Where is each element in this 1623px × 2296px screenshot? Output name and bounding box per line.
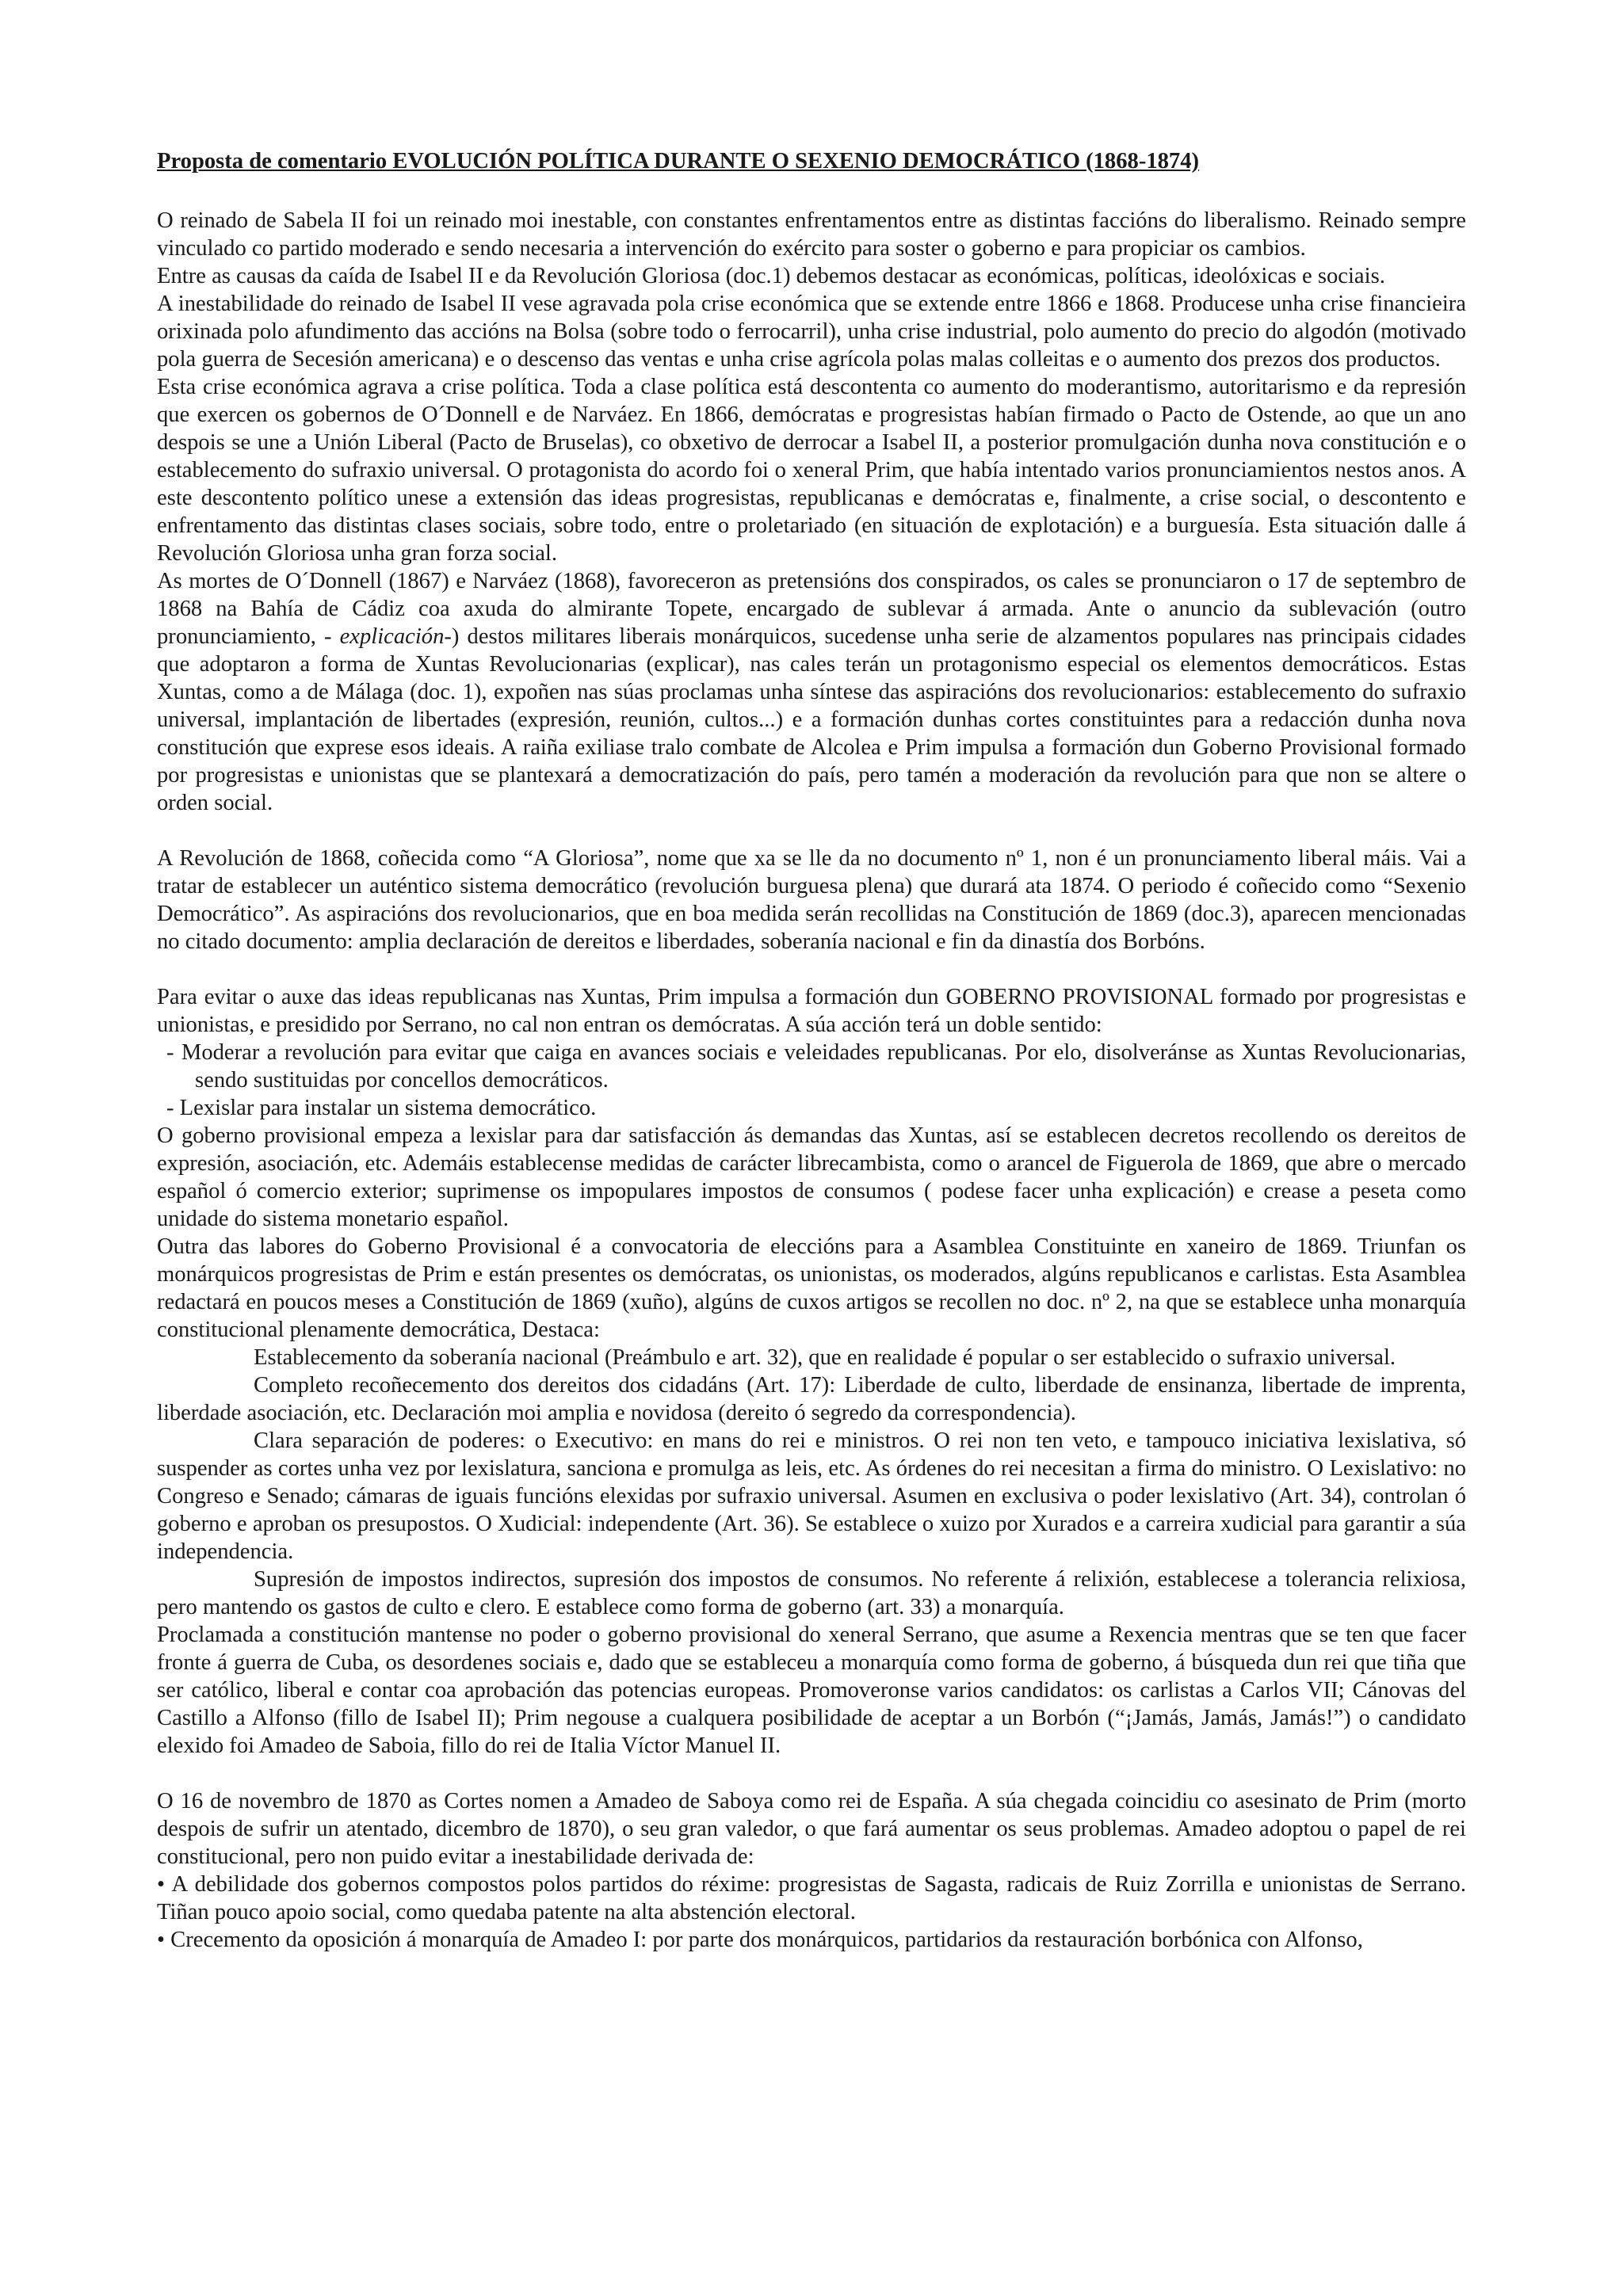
text-run: As mortes de O´Donnell (1867) e Narváez (1868), favoreceron as pretensións dos conspirados, os cales se pronunciaron o 17 de septembro de 1868 na Bahía de Cádiz coa axuda do almirante Topete, encargado de sublevar á armada. Ante o anuncio da sublevación (outro pronunciamiento, - (157, 569, 1466, 649)
paragraph: Outra das labores do Goberno Provisional é a convocatoria de eleccións para a Asamblea Constituinte en xaneiro de 1869. Triunfan os monárquicos progresistas de Prim e están presentes os demócratas, os unionistas, os moderados, algúns republicanos e carlistas. Esta Asamblea redactará en poucos meses a Constitución de 1869 (xuño), algúns de cuxos artigos se recollen no doc. nº 2, na que se establece unha monarquía constitucional plenamente democrática, Destaca: (157, 1234, 1466, 1342)
bullet-item: • Crecemento da oposición á monarquía de Amadeo I: por parte dos monárquicos, partidarios da restauración borbónica con Alfonso, (157, 1928, 1363, 1952)
paragraph: Proclamada a constitución mantense no poder o goberno provisional do xeneral Serrano, que asume a Rexencia mentras que se ten que facer fronte á guerra de Cuba, os desordenes sociais e, dado que se estableceu a monarquía como forma de goberno, á búsqueda dun rei que tiña que ser católico, liberal e contar coa aprobación das potencias europeas. Promoveronse varios candidatos: os carlistas a Carlos VII; Cánovas del Castillo a Alfonso (fillo de Isabel II); Prim negouse a cualquera posibilidade de aceptar a un Borbón (“¡Jamás, Jamás, Jamás!”) o candidato elexido foi Amadeo de Saboia, fillo do rei de Italia Víctor Manuel II. (157, 1623, 1466, 1758)
paragraph: Entre as causas da caída de Isabel II e da Revolución Gloriosa (doc.1) debemos destacar as económicas, políticas, ideolóxicas e sociais. (157, 264, 1385, 288)
paragraph: O 16 de novembro de 1870 as Cortes nomen a Amadeo de Saboya como rei de España. A súa chegada coincidiu co asesinato de Prim (morto despois de sufrir un atentado, dicembro de 1870), o seu gran valedor, o que fará aumentar os seus problemas. Amadeo adoptou o papel de rei constitucional, pero non puido evitar a inestabilidade derivada de: (157, 1789, 1466, 1869)
italic-text: explicación (339, 624, 445, 649)
paragraph: A Revolución de 1868, coñecida como “A Gloriosa”, nome que xa se lle da no documento nº 1, non é un pronunciamento liberal máis. Vai a tratar de establecer un auténtico sistema democrático (revolución burguesa plena) que durará ata 1874. O periodo é coñecido como “Sexenio Democrático”. As aspiracións dos revolucionarios, que en boa medida serán recollidas na Constitución de 1869 (doc.3), aparecen mencionadas no citado documento: amplia declaración de dereitos e liberdades, soberanía nacional e fin da dinastía dos Borbóns. (157, 846, 1466, 954)
paragraph: Esta crise económica agrava a crise política. Toda a clase política está descontenta co aumento do moderantismo, autoritarismo e da represión que exercen os gobernos de O´Donnell e de Narváez. En 1866, demócratas e progresistas habían firmado o Pacto de Ostende, ao que un ano despois se une a Unión Liberal (Pacto de Bruselas), co obxetivo de derrocar a Isabel II, a posterior promulgación dunha nova constitución e o establecemento do sufraxio universal. O protagonista do acordo foi o xeneral Prim, que había intentado varios pronunciamientos nestos anos. A este descontento político unese a extensión das ideas progresistas, republicanas e demócratas e, finalmente, a crise social, o descontento e enfrentamento das distintas clases sociais, sobre todo, entre o proletariado (en situación de explotación) e a burguesía. Esta situación dalle á Revolución Gloriosa unha gran forza social. (157, 375, 1466, 566)
document-page (157, 147, 1466, 1954)
bullet-item: • A debilidade dos gobernos compostos polos partidos do réxime: progresistas de Sagasta, radicais de Ruiz Zorrilla e unionistas de Serrano. Tiñan pouco apoio social, como quedaba patente na alta abstención electoral. (157, 1872, 1466, 1924)
indented-paragraph: Completo recoñecemento dos dereitos dos cidadáns (Art. 17): Liberdade de culto, liberdade de ensinanza, libertade de imprenta, liberdade asociación, etc. Declaración moi amplia e novidosa (dereito ó segredo da correspondencia). (157, 1373, 1466, 1425)
page-title: Proposta de comentario EVOLUCIÓN POLÍTICA DURANTE O SEXENIO DEMOCRÁTICO (1868-1874) (157, 149, 1200, 174)
list-item: - Lexislar para instalar un sistema democrático. (166, 1096, 597, 1120)
paragraph: O goberno provisional empeza a lexislar para dar satisfacción ás demandas das Xuntas, así se establecen decretos recollendo os dereitos de expresión, asociación, etc. Ademáis establecense medidas de carácter librecambista, como o arancel de Figuerola de 1869, que abre o mercado español ó comercio exterior; suprimense os impopulares impostos de consumos ( podese facer unha explicación) e crease a peseta como unidade do sistema monetario español. (157, 1123, 1466, 1231)
paragraph: A inestabilidade do reinado de Isabel II vese agravada pola crise económica que se extende entre 1866 e 1868. Producese unha crise financieira orixinada polo afundimento das accións na Bolsa (sobre todo o ferrocarril), unha crise industrial, polo aumento do precio do algodón (motivado pola guerra de Secesión americana) e o descenso das ventas e unha crise agrícola polas malas colleitas e o aumento dos prezos dos productos. (157, 292, 1466, 372)
paragraph: Para evitar o auxe das ideas republicanas nas Xuntas, Prim impulsa a formación dun GOBERNO PROVISIONAL formado por progresistas e unionistas, e presidido por Serrano, no cal non entran os demócratas. A súa acción terá un doble sentido: (157, 985, 1466, 1037)
paragraph: O reinado de Sabela II foi un reinado moi inestable, con constantes enfrentamentos entre as distintas faccións do liberalismo. Reinado sempre vinculado co partido moderado e sendo necesaria a intervención do exército para soster o goberno e para propiciar os cambios. (157, 208, 1466, 261)
paragraph (157, 567, 1466, 817)
list-item: - Moderar a revolución para evitar que caiga en avances sociais e veleidades republicanas. Por elo, disolveránse as Xuntas Revolucionarias, sendo sustituidas por concellos democráticos. (166, 1040, 1466, 1093)
indented-paragraph: Clara separación de poderes: o Executivo: en mans do rei e ministros. O rei non ten veto, e tampouco iniciativa lexislativa, só suspender as cortes unha vez por lexislatura, sanciona e promulga as leis, etc. As órdenes do rei necesitan a firma do ministro. O Lexislativo: no Congreso e Senado; cámaras de iguais funcións elexidas por sufraxio universal. Asumen en exclusiva o poder lexislativo (Art. 34), controlan ó goberno e aproban os presupostos. O Xudicial: independente (Art. 36). Se establece o xuizo por Xurados e a carreira xudicial para garantir a súa independencia. (157, 1428, 1466, 1564)
indented-paragraph: Establecemento da soberanía nacional (Preámbulo e art. 32), que en realidade é popular o ser establecido o sufraxio universal. (254, 1345, 1396, 1370)
indented-paragraph: Supresión de impostos indirectos, supresión dos impostos de consumos. No referente á relixión, establecese a tolerancia relixiosa, pero mantendo os gastos de culto e clero. E establece como forma de goberno (art. 33) a monarquía. (157, 1567, 1466, 1619)
text-run: -) destos militares liberais monárquicos, sucedense unha serie de alzamentos populares nas principais cidades que adoptaron a forma de Xuntas Revolucionarias (explicar), nas cales terán un protagonismo especial os elementos democráticos. Estas Xuntas, como a de Málaga (doc. 1), expoñen nas súas proclamas unha síntese das aspiracións dos revolucionarios: establecemento do sufraxio universal, implantación de libertades (expresión, reunión, cultos...) e a formación dunhas cortes constituintes para a redacción dunha nova constitución que exprese esos ideais. A raiña exiliase tralo combate de Alcolea e Prim impulsa a formación dun Goberno Provisional formado por progresistas e unionistas que se plantexará a democratización do país, pero tamén a moderación da revolución para que non se altere o orden social. (157, 624, 1467, 815)
